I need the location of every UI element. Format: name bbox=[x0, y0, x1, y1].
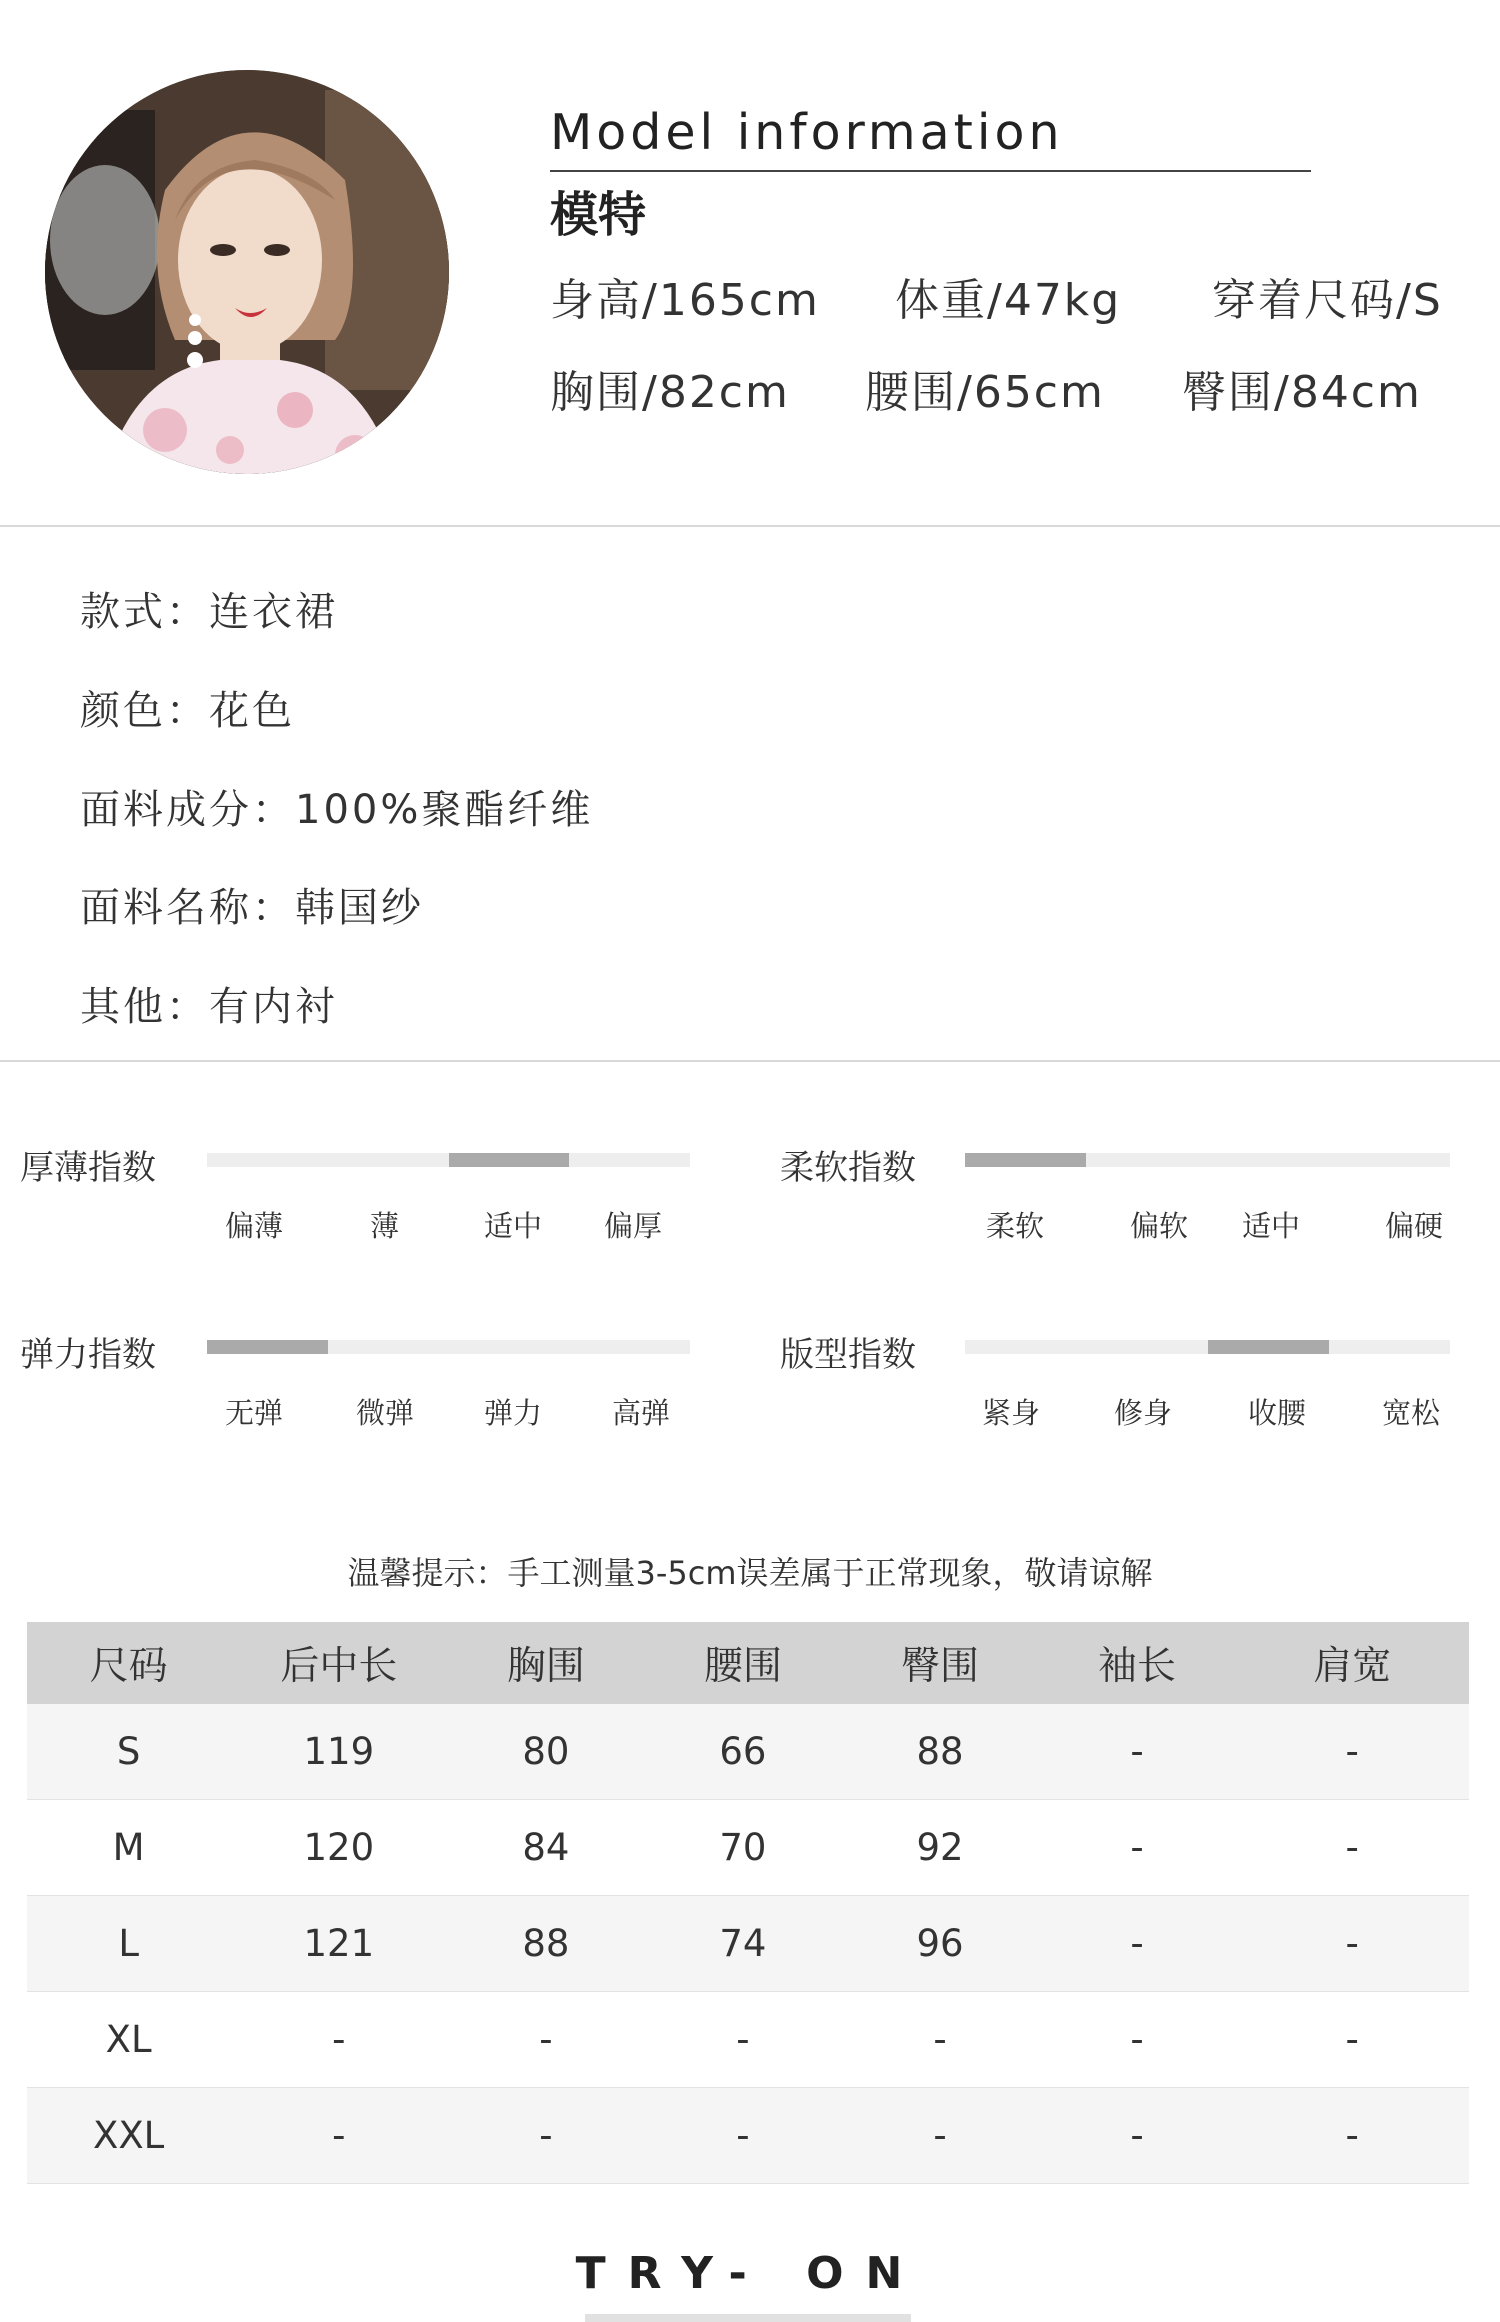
table-cell: - bbox=[1039, 1896, 1236, 1992]
thickness-index-label: 厚薄指数 bbox=[20, 1148, 156, 1188]
table-cell: - bbox=[644, 1992, 841, 2088]
attr-style: 款式：连衣裙 bbox=[80, 589, 338, 635]
attr-other: 其他：有内衬 bbox=[80, 984, 338, 1030]
fit-option: 宽松 bbox=[1382, 1396, 1441, 1430]
model-photo-illustration bbox=[45, 70, 449, 474]
softness-index-fill bbox=[965, 1153, 1086, 1167]
section-divider bbox=[0, 1060, 1500, 1062]
table-cell: XXL bbox=[27, 2088, 230, 2184]
elasticity-index-label: 弹力指数 bbox=[20, 1335, 156, 1375]
table-cell: - bbox=[447, 2088, 644, 2184]
softness-option: 适中 bbox=[1242, 1209, 1301, 1243]
model-info-subtitle: 模特 bbox=[550, 187, 647, 243]
thickness-option: 偏厚 bbox=[604, 1209, 663, 1243]
table-cell: M bbox=[27, 1800, 230, 1896]
table-cell: L bbox=[27, 1896, 230, 1992]
model-height: 身高/165cm bbox=[550, 275, 820, 326]
header-size: 尺码 bbox=[27, 1622, 230, 1704]
table-row bbox=[27, 1992, 1469, 2088]
table-cell: - bbox=[1235, 1896, 1469, 1992]
table-cell: 119 bbox=[230, 1704, 447, 1800]
header-waist: 腰围 bbox=[644, 1622, 841, 1704]
model-photo bbox=[45, 70, 449, 474]
elasticity-option: 高弹 bbox=[612, 1396, 671, 1430]
table-row bbox=[27, 1800, 1469, 1896]
softness-index-bar bbox=[965, 1153, 1450, 1167]
model-size: 穿着尺码/S bbox=[1212, 275, 1443, 326]
table-cell: S bbox=[27, 1704, 230, 1800]
table-row bbox=[27, 1896, 1469, 1992]
fit-option: 紧身 bbox=[982, 1396, 1041, 1430]
size-table bbox=[27, 1622, 1469, 2184]
model-info-title: Model information bbox=[550, 104, 1064, 161]
thickness-option: 薄 bbox=[370, 1209, 400, 1243]
table-cell: - bbox=[1039, 2088, 1236, 2184]
model-waist: 腰围/65cm bbox=[865, 367, 1105, 418]
table-cell: - bbox=[841, 2088, 1038, 2184]
table-cell: - bbox=[1235, 2088, 1469, 2184]
table-row bbox=[27, 2088, 1469, 2184]
table-cell: 84 bbox=[447, 1800, 644, 1896]
model-bust: 胸围/82cm bbox=[550, 367, 790, 418]
table-cell: - bbox=[1235, 1992, 1469, 2088]
table-cell: - bbox=[1235, 1704, 1469, 1800]
elasticity-option: 微弹 bbox=[356, 1396, 415, 1430]
table-cell: - bbox=[230, 1992, 447, 2088]
elasticity-index-bar bbox=[207, 1340, 690, 1354]
measurement-notice: 温馨提示：手工测量3-5cm误差属于正常现象，敬请谅解 bbox=[347, 1554, 1153, 1592]
table-cell: 121 bbox=[230, 1896, 447, 1992]
header-back-length: 后中长 bbox=[230, 1622, 447, 1704]
softness-option: 偏硬 bbox=[1385, 1209, 1444, 1243]
table-cell: - bbox=[1235, 1800, 1469, 1896]
table-cell: 88 bbox=[841, 1704, 1038, 1800]
table-cell: 80 bbox=[447, 1704, 644, 1800]
table-cell: - bbox=[1039, 1992, 1236, 2088]
attr-fabric-composition: 面料成分：100%聚酯纤维 bbox=[80, 787, 594, 833]
table-cell: - bbox=[447, 1992, 644, 2088]
thickness-index-fill bbox=[449, 1153, 570, 1167]
fit-index-label: 版型指数 bbox=[780, 1335, 916, 1375]
table-cell: 88 bbox=[447, 1896, 644, 1992]
table-cell: XL bbox=[27, 1992, 230, 2088]
thickness-option: 偏薄 bbox=[225, 1209, 284, 1243]
table-cell: - bbox=[644, 2088, 841, 2184]
thickness-option: 适中 bbox=[484, 1209, 543, 1243]
model-weight: 体重/47kg bbox=[895, 275, 1122, 326]
fit-option: 修身 bbox=[1114, 1396, 1173, 1430]
softness-option: 柔软 bbox=[986, 1209, 1045, 1243]
fit-index-bar bbox=[965, 1340, 1450, 1354]
softness-index-label: 柔软指数 bbox=[780, 1148, 916, 1188]
section-divider bbox=[0, 525, 1500, 527]
size-table-header-row bbox=[27, 1622, 1469, 1704]
header-bust: 胸围 bbox=[447, 1622, 644, 1704]
table-cell: 70 bbox=[644, 1800, 841, 1896]
header-shoulder: 肩宽 bbox=[1235, 1622, 1469, 1704]
header-sleeve: 袖长 bbox=[1039, 1622, 1236, 1704]
table-cell: 66 bbox=[644, 1704, 841, 1800]
header-hip: 臀围 bbox=[841, 1622, 1038, 1704]
fit-index-fill bbox=[1208, 1340, 1329, 1354]
table-cell: 74 bbox=[644, 1896, 841, 1992]
table-cell: - bbox=[230, 2088, 447, 2184]
fit-option: 收腰 bbox=[1248, 1396, 1307, 1430]
model-hip: 臀围/84cm bbox=[1182, 367, 1422, 418]
elasticity-option: 弹力 bbox=[484, 1396, 543, 1430]
elasticity-option: 无弹 bbox=[225, 1396, 284, 1430]
table-cell: 92 bbox=[841, 1800, 1038, 1896]
softness-option: 偏软 bbox=[1130, 1209, 1189, 1243]
attr-color: 颜色：花色 bbox=[80, 688, 295, 734]
table-cell: 96 bbox=[841, 1896, 1038, 1992]
elasticity-index-fill bbox=[207, 1340, 328, 1354]
try-on-title: TRY- ON bbox=[575, 2248, 925, 2299]
table-row bbox=[27, 1704, 1469, 1800]
table-cell: - bbox=[1039, 1800, 1236, 1896]
table-cell: 120 bbox=[230, 1800, 447, 1896]
table-cell: - bbox=[841, 1992, 1038, 2088]
title-underline bbox=[550, 170, 1311, 172]
table-cell: - bbox=[1039, 1704, 1236, 1800]
attr-fabric-name: 面料名称：韩国纱 bbox=[80, 885, 424, 931]
try-on-underline bbox=[585, 2314, 911, 2322]
thickness-index-bar bbox=[207, 1153, 690, 1167]
